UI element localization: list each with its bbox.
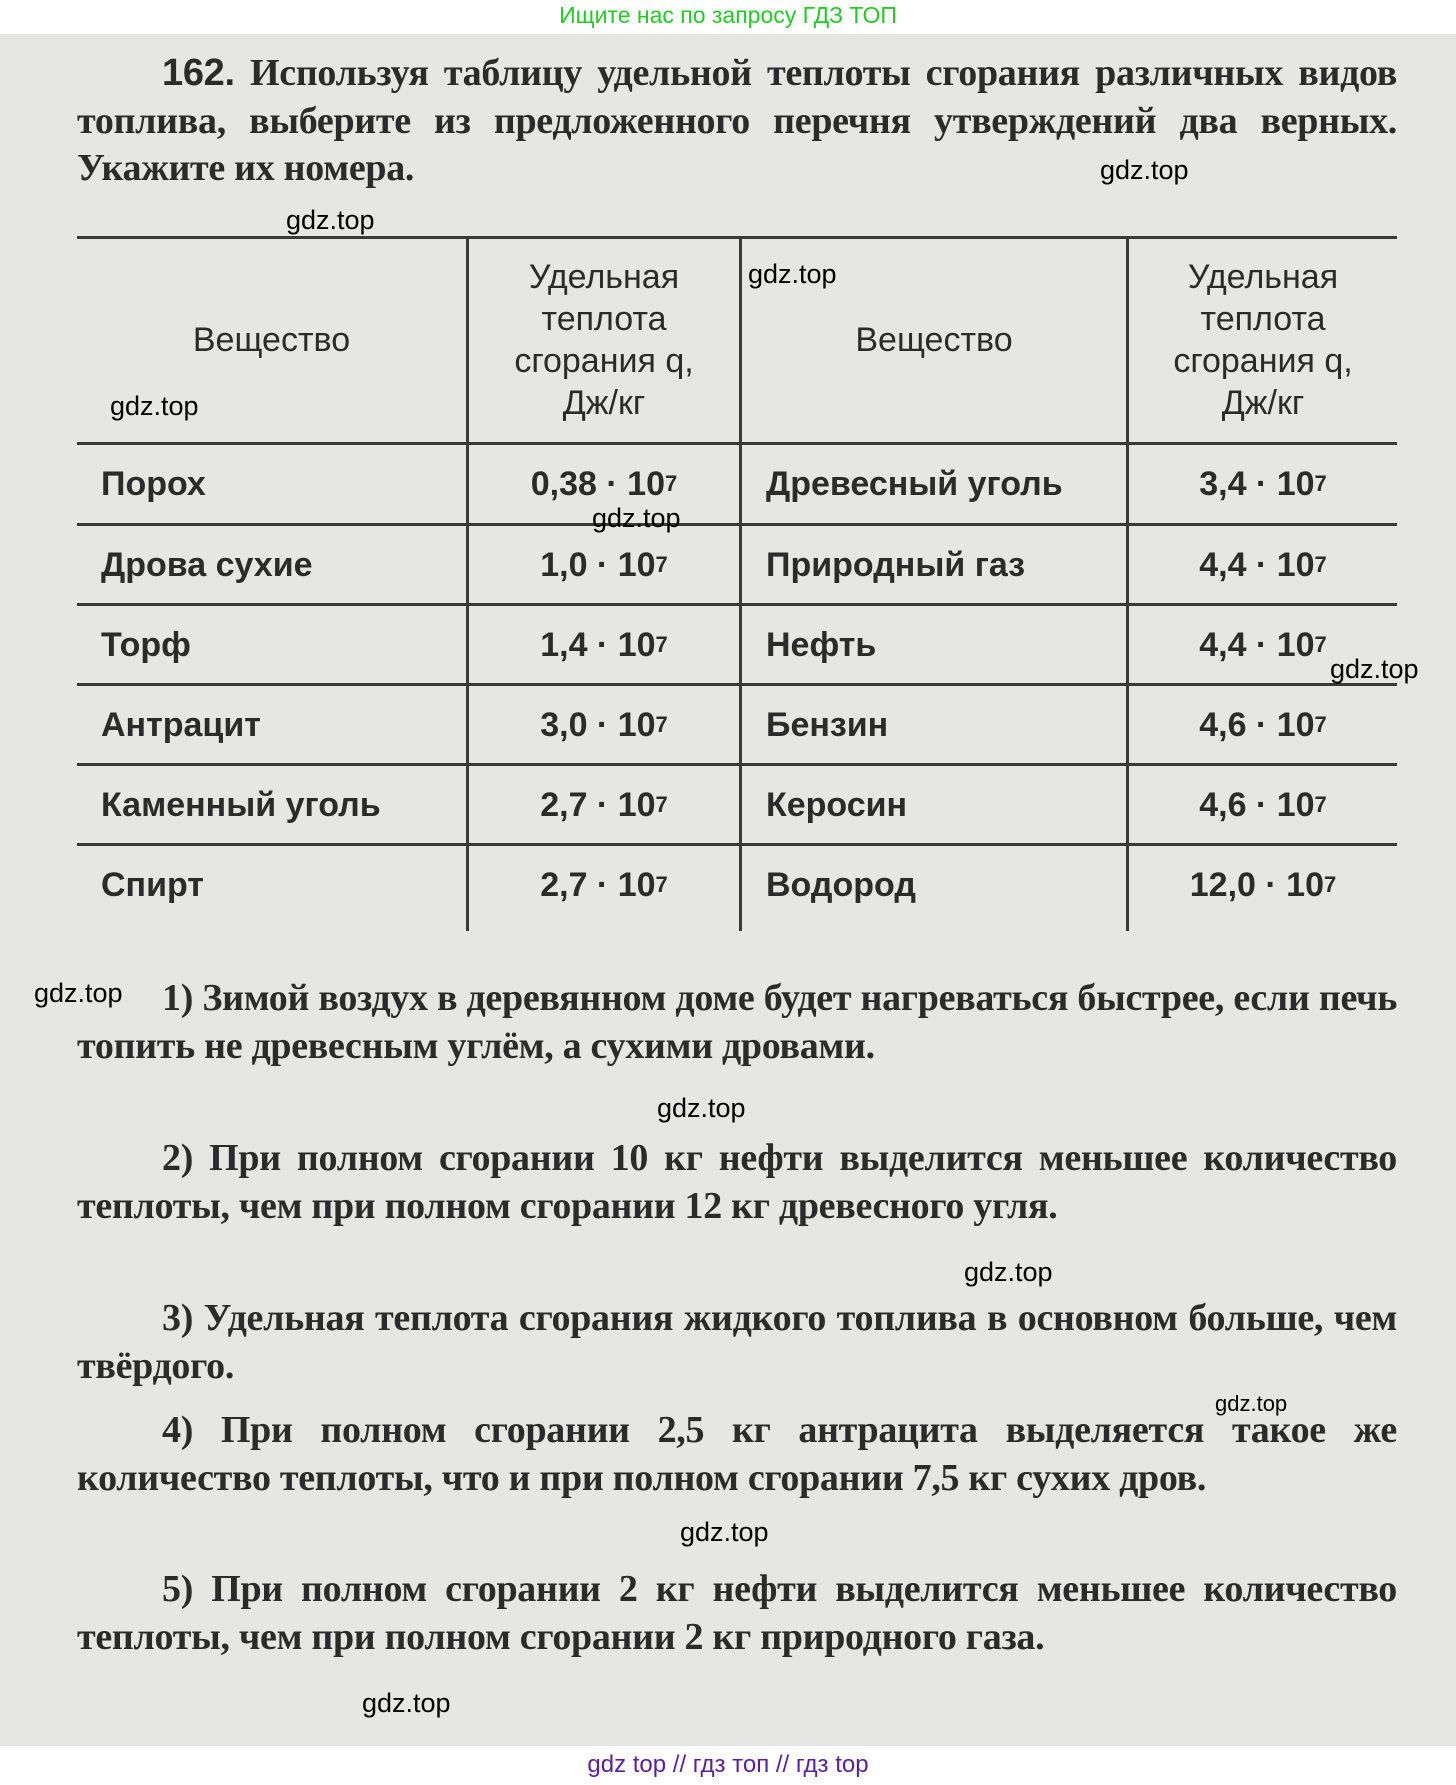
cell-text: 4,6 · 10 [1199, 705, 1315, 744]
exponent: 7 [655, 552, 668, 577]
substance-cell [77, 605, 490, 685]
heat-value-cell [469, 605, 739, 685]
cell-text: Торф [101, 625, 191, 664]
watermark: gdz.top [748, 259, 837, 289]
cell-text: Каменный уголь [101, 785, 381, 824]
task-text: Используя таблицу удельной теплоты сгорания различных видов топлива, выберите из предложенного перечня утверждений два верных. Укажите их номера. [77, 52, 1398, 189]
statement-text: 2) При полном сгорании 10 кг нефти выделится меньшее количество теплоты, чем при полном сгорании 12 кг древесного угля. [77, 1137, 1397, 1227]
exponent: 7 [664, 471, 678, 496]
fuel-heat-table [77, 236, 1397, 931]
header-substance-2: Вещество [855, 321, 1013, 359]
substance-cell [742, 444, 1150, 524]
task-statement [77, 50, 1397, 193]
watermark: gdz.top [1100, 155, 1189, 185]
watermark: gdz.top [34, 978, 123, 1008]
cell-text: Бензин [766, 705, 889, 744]
heat-value-cell [1129, 845, 1397, 925]
exponent: 7 [655, 632, 668, 657]
statement-text: 3) Удельная теплота сгорания жидкого топлива в основном больше, чем твёрдого. [77, 1297, 1397, 1387]
substance-cell [742, 685, 1150, 765]
header-substance-1: Вещество [192, 321, 351, 359]
exponent: 7 [1314, 471, 1327, 496]
heat-value-cell [1129, 444, 1397, 524]
cell-text: Порох [101, 464, 206, 503]
heat-value-cell [1129, 685, 1397, 765]
header-heat-2: Удельная теплота сгорания q, Дж/кг [1173, 258, 1353, 422]
cell-text: Водород [766, 865, 916, 904]
statement-4 [77, 1407, 1397, 1502]
substance-cell [742, 845, 1150, 925]
watermark: gdz.top [1215, 1391, 1288, 1416]
substance-cell [742, 765, 1150, 845]
header-heat-1: Удельная теплота сгорания q, Дж/кг [514, 258, 694, 422]
cell-text: Природный газ [766, 545, 1026, 584]
exponent: 7 [1314, 792, 1327, 817]
cell-text: Керосин [766, 785, 908, 824]
cell-text: 1,0 · 10 [540, 545, 656, 584]
cell-text: 4,4 · 10 [1199, 545, 1315, 584]
cell-text: 3,4 · 10 [1199, 464, 1315, 503]
cell-text: Дрова сухие [101, 545, 313, 584]
cell-text: 4,6 · 10 [1199, 785, 1315, 824]
heat-value-cell [469, 685, 739, 765]
substance-cell [77, 765, 490, 845]
cell-text: 2,7 · 10 [540, 785, 656, 824]
statement-2 [77, 1135, 1397, 1230]
cell-text: 12,0 · 10 [1189, 865, 1324, 904]
substance-cell [77, 685, 490, 765]
bottom-banner: gdz top // гдз топ // гдз top [587, 1751, 869, 1778]
exponent: 7 [1323, 872, 1337, 897]
heat-value-cell [1129, 765, 1397, 845]
cell-text: 2,7 · 10 [540, 865, 656, 904]
watermark: gdz.top [964, 1257, 1053, 1287]
watermark: gdz.top [680, 1517, 769, 1547]
statement-text: 5) При полном сгорании 2 кг нефти выделится меньшее количество теплоты, чем при полном сгорании 2 кг природного газа. [77, 1568, 1397, 1658]
statement-1 [77, 975, 1397, 1070]
substance-cell [742, 605, 1150, 685]
cell-text: 0,38 · 10 [530, 464, 665, 503]
substance-cell [742, 525, 1150, 605]
cell-text: Древесный уголь [766, 464, 1063, 503]
cell-text: Спирт [101, 865, 204, 904]
exponent: 7 [1314, 632, 1327, 657]
task-number: 162. [162, 52, 235, 94]
substance-cell [77, 525, 490, 605]
exponent: 7 [655, 712, 668, 737]
cell-text: 1,4 · 10 [540, 625, 656, 664]
watermark: gdz.top [286, 205, 375, 235]
watermark: gdz.top [110, 391, 199, 421]
top-banner: Ищите нас по запросу ГДЗ ТОП [559, 2, 897, 28]
watermark: gdz.top [1330, 654, 1419, 684]
exponent: 7 [1314, 552, 1327, 577]
statement-text: 1) Зимой воздух в деревянном доме будет нагреваться быстрее, если печь топить не древесным углём, а сухими дровами. [77, 977, 1397, 1067]
cell-text: Антрацит [101, 705, 261, 744]
watermark: gdz.top [657, 1093, 746, 1123]
watermark: gdz.top [592, 503, 681, 533]
exponent: 7 [655, 792, 668, 817]
cell-text: 3,0 · 10 [540, 705, 656, 744]
substance-cell [77, 845, 490, 925]
heat-value-cell [469, 765, 739, 845]
statement-text: 4) При полном сгорании 2,5 кг антрацита выделяется такое же количество теплоты, что и при полном сгорании 7,5 кг сухих дров. [77, 1409, 1397, 1499]
exponent: 7 [655, 872, 668, 897]
statement-5 [77, 1566, 1397, 1661]
exponent: 7 [1314, 712, 1327, 737]
statement-3 [77, 1295, 1397, 1390]
heat-value-cell [1129, 525, 1397, 605]
watermark: gdz.top [362, 1688, 451, 1718]
heat-value-cell [469, 525, 739, 605]
cell-text: 4,4 · 10 [1199, 625, 1315, 664]
substance-cell [77, 444, 490, 524]
cell-text: Нефть [766, 625, 877, 664]
heat-value-cell [469, 845, 739, 925]
